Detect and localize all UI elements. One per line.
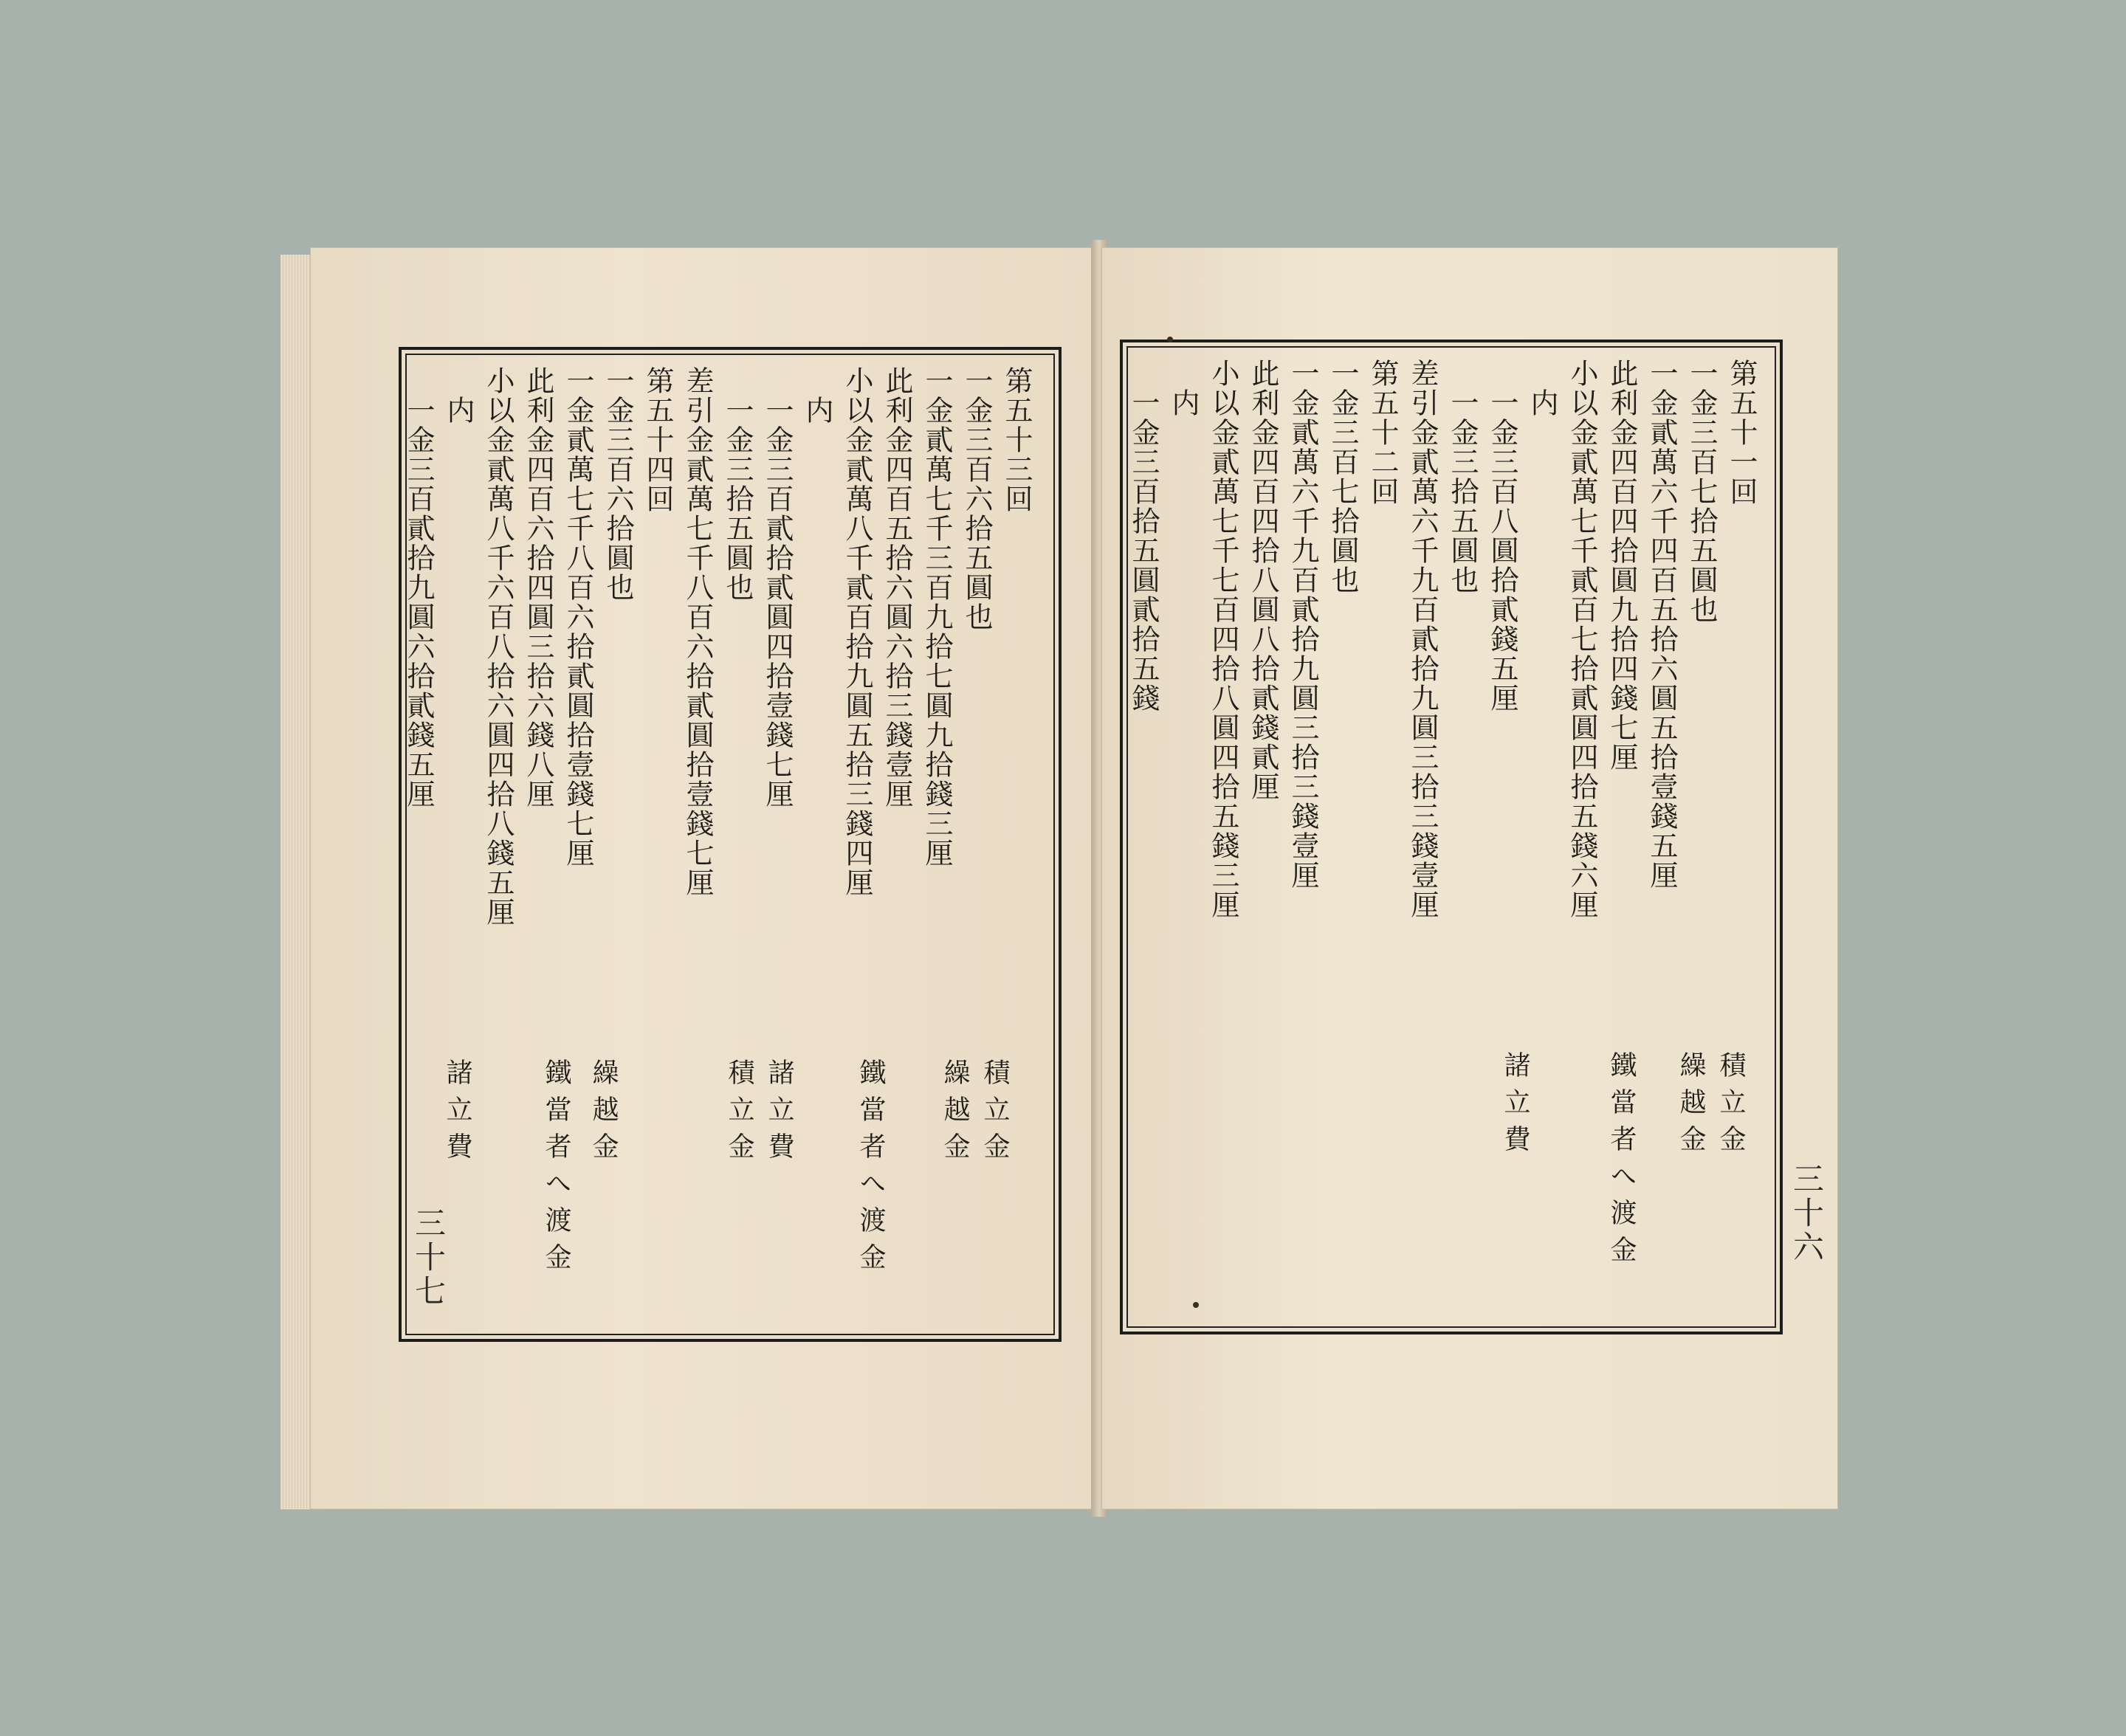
page-stack-edge xyxy=(281,255,313,1509)
right-col-11: 一金三百七拾圓也 xyxy=(1327,359,1359,595)
left-col-3: 一金貳萬七千三百九拾七圓九拾錢三厘 xyxy=(921,366,953,868)
right-page-frame xyxy=(1120,340,1783,1334)
left-page xyxy=(310,247,1098,1509)
right-label-3: 鐵當者へ渡金 xyxy=(1606,1051,1637,1272)
ink-dot xyxy=(1193,1302,1199,1308)
right-columns xyxy=(1127,359,1761,920)
right-col-14: 小以金貳萬七千七百四拾八圓四拾五錢三厘 xyxy=(1207,359,1239,920)
ink-dot xyxy=(1167,337,1173,342)
left-col-14: 小以金貳萬八千六百八拾六圓四拾八錢五厘 xyxy=(482,366,515,927)
right-col-5: 小以金貳萬七千貳百七拾貳圓四拾五錢六厘 xyxy=(1566,359,1598,920)
right-col-1: 第五十一回 xyxy=(1725,359,1758,506)
left-label-1: 積立金 xyxy=(980,1058,1010,1169)
left-col-1: 第五十三回 xyxy=(1000,366,1033,514)
right-col-12: 一金貳萬六千九百貳拾九圓三拾三錢壹厘 xyxy=(1287,359,1319,890)
right-col-2: 一金三百七拾五圓也 xyxy=(1685,359,1718,624)
left-label-6: 繰越金 xyxy=(588,1058,619,1169)
right-col-4: 此利金四百四拾圓九拾四錢七厘 xyxy=(1606,359,1638,772)
left-columns xyxy=(402,366,1036,927)
left-col-8: 一金三拾五圓也 xyxy=(721,396,754,602)
right-label-4: 諸立費 xyxy=(1500,1051,1530,1162)
right-col-7: 一金三百八圓拾貳錢五厘 xyxy=(1486,388,1518,713)
right-page-number: 三十六 xyxy=(1789,1162,1825,1264)
right-col-3: 一金貳萬六千四百五拾六圓五拾壹錢五厘 xyxy=(1645,359,1678,890)
left-col-10: 第五十四回 xyxy=(641,366,674,514)
left-lower-labels xyxy=(424,1058,1014,1280)
left-col-12: 一金貳萬七千八百六拾貳圓拾壹錢七厘 xyxy=(562,366,594,868)
right-col-16: 一金三百拾五圓貳拾五錢 xyxy=(1127,388,1160,713)
left-label-7: 鐵當者へ渡金 xyxy=(541,1058,571,1280)
left-page-number: 三十七 xyxy=(410,1207,447,1309)
left-col-7: 一金三百貳拾貳圓四拾壹錢七厘 xyxy=(761,396,794,809)
left-col-15: 内 xyxy=(442,396,475,425)
right-col-13: 此利金四百四拾八圓八拾貳錢貳厘 xyxy=(1247,359,1279,802)
right-lower-labels xyxy=(1160,1051,1750,1272)
open-book xyxy=(281,240,1853,1517)
left-col-6: 内 xyxy=(801,396,833,425)
right-col-6: 内 xyxy=(1526,388,1558,418)
right-col-8: 一金三拾五圓也 xyxy=(1446,388,1479,595)
left-col-9: 差引金貳萬七千八百六拾貳圓拾壹錢七厘 xyxy=(681,366,714,898)
left-label-4: 諸立費 xyxy=(764,1058,794,1169)
left-label-5: 積立金 xyxy=(724,1058,754,1169)
left-label-3: 鐵當者へ渡金 xyxy=(856,1058,886,1280)
left-label-8: 諸立費 xyxy=(442,1058,472,1169)
right-page xyxy=(1101,247,1838,1509)
left-col-5: 小以金貳萬八千貳百拾九圓五拾三錢四厘 xyxy=(841,366,873,898)
left-label-2: 繰越金 xyxy=(940,1058,970,1169)
right-label-2: 繰越金 xyxy=(1676,1051,1706,1162)
left-col-4: 此利金四百五拾六圓六拾三錢壹厘 xyxy=(881,366,913,809)
right-col-9: 差引金貳萬六千九百貳拾九圓三拾三錢壹厘 xyxy=(1406,359,1439,920)
left-col-2: 一金三百六拾五圓也 xyxy=(960,366,993,632)
left-col-11: 一金三百六拾圓也 xyxy=(602,366,634,602)
right-col-15: 内 xyxy=(1167,388,1200,418)
left-col-16: 一金三百貳拾九圓六拾貳錢五厘 xyxy=(402,396,435,809)
right-col-10: 第五十二回 xyxy=(1366,359,1399,506)
left-page-frame xyxy=(399,347,1062,1342)
left-col-13: 此利金四百六拾四圓三拾六錢八厘 xyxy=(522,366,554,809)
right-label-1: 積立金 xyxy=(1716,1051,1746,1162)
